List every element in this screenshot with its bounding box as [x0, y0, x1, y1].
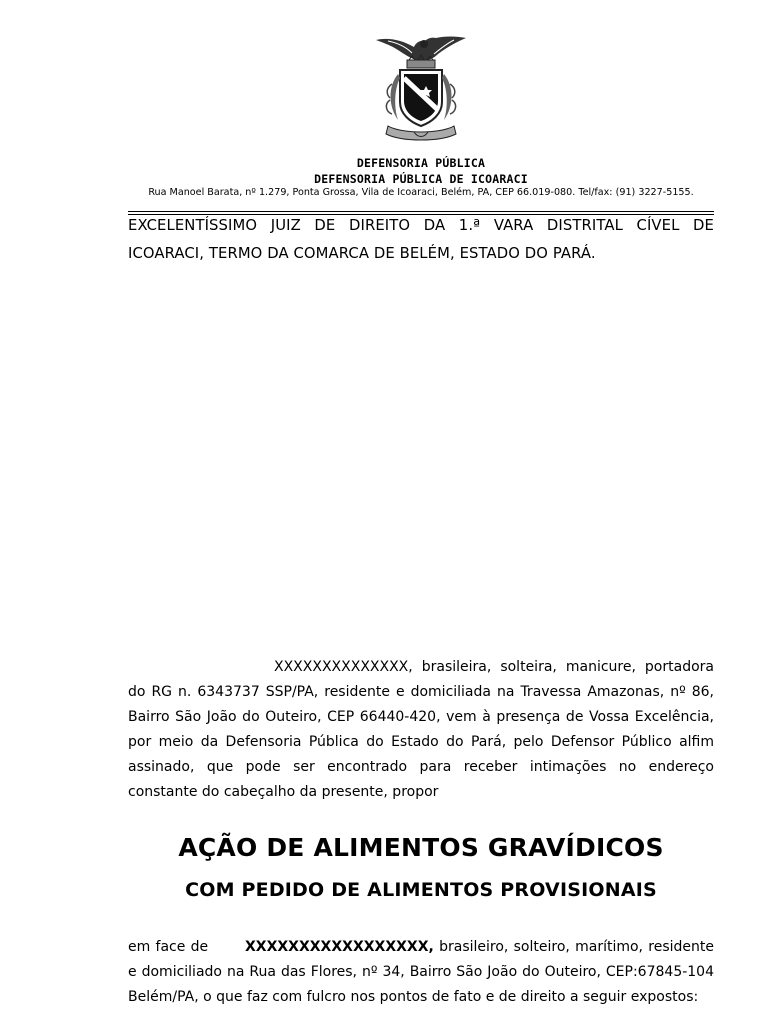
action-subtitle: COM PEDIDO DE ALIMENTOS PROVISIONAIS [185, 879, 657, 901]
defendant-name: XXXXXXXXXXXXXXXXX, [245, 939, 434, 955]
intro-text: , brasileira, solteira, manicure, portadora do RG n. 6343737 SSP/PA, residente e domiciliada na Travessa Amazonas, nº 86, Bairro São João do Outeiro, CEP 66440-420, vem à presença de Vossa Excelência, por meio da Defensoria Pública do Estado do Pará, pelo Defensor Público alfim assinado, que pode ser encontrado para receber intimações no endereço constante do cabeçalho da presente, propor [128, 659, 714, 800]
header-org-line-2: DEFENSORIA PÚBLICA DE ICOARACI [314, 172, 528, 186]
defendant-text: brasileiro, solteiro, marítimo, residente e domiciliado na Rua das Flores, nº 34, Bairro São João do Outeiro, CEP:67845-104 Belém/PA, o que faz com fulcro nos pontos de fato e de direito a seguir expostos: [128, 939, 714, 1005]
addressee-paragraph: EXCELENTÍSSIMO JUIZ DE DIREITO DA 1.ª VARA DISTRITAL CÍVEL DE ICOARACI, TERMO DA COMARCA DE BELÉM, ESTADO DO PARÁ. [128, 217, 714, 262]
plaintiff-name: XXXXXXXXXXXXXX [274, 659, 409, 675]
defendant-prefix: em face de [128, 939, 209, 955]
header-address: Rua Manoel Barata, nº 1.279, Ponta Grossa, Vila de Icoaraci, Belém, PA, CEP 66.019-080. Tel/fax: (91) 3227-5155. [148, 187, 694, 198]
state-coat-of-arms-icon [374, 34, 468, 146]
action-title: AÇÃO DE ALIMENTOS GRAVÍDICOS [178, 833, 664, 862]
defendant-paragraph [128, 935, 714, 1010]
header-org-line-1: DEFENSORIA PÚBLICA [356, 156, 486, 170]
intro-paragraph [128, 655, 714, 805]
